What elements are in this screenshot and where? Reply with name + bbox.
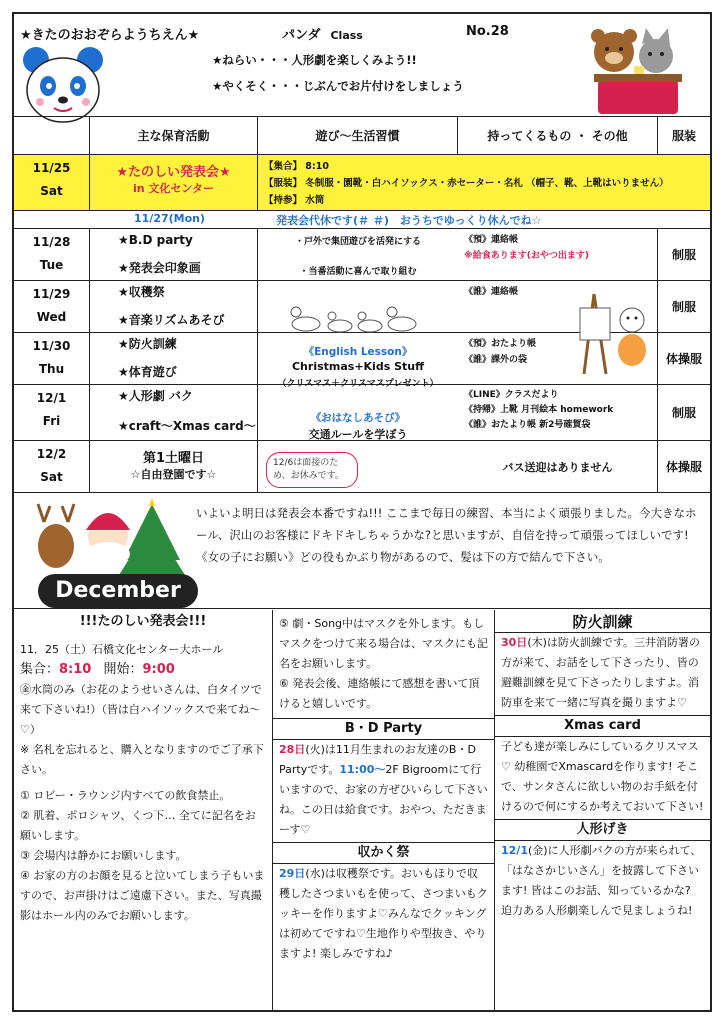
day-activity: ★収穫祭	[118, 285, 165, 299]
harvest-text: 29日(水)は収穫祭です。おいもほりで収穫したさつまいもを使って、さつまいもクッキーを作りますよ♡みんなでクッキングは初めてですね♡生地作りや型抜き、やりますよ! 楽しみですね♪	[279, 867, 488, 960]
recital-title: !!!たのしい発表会!!!	[79, 614, 207, 629]
day-activity: ★音楽リズムあそび	[118, 313, 225, 327]
holiday-row	[14, 210, 710, 228]
day-activity: ★人形劇 バク	[118, 389, 193, 403]
event-venue: in 文化センター	[133, 182, 214, 195]
day-bring: 《預》連絡帳	[464, 235, 519, 245]
header-uniform: 服装	[671, 129, 696, 143]
day-bring: 《誰》おたより帳 新2号確賀袋	[464, 420, 591, 430]
day-uniform: 制服	[671, 405, 696, 420]
ducks-illustration	[288, 298, 428, 334]
event-title: ★たのしい発表会★	[116, 165, 231, 180]
day-date: 12/2	[36, 447, 67, 461]
recital-caution: ※ 名札を忘れると、購入となりますのでご了承下さい。	[20, 743, 264, 776]
painter-illustration	[574, 284, 654, 380]
promise-text: ★やくそく・・・じぶんでお片付けをしましょう	[212, 79, 464, 93]
day-date: 11/29	[32, 287, 71, 301]
day-bring: 《LINE》クラスだより	[464, 390, 559, 400]
bd-party-title: B・D Party	[344, 721, 423, 736]
event-row	[14, 154, 710, 210]
story-play-topic: 交通ルールを学ぼう	[308, 428, 408, 441]
table-header-row	[14, 116, 710, 154]
class-title	[282, 24, 363, 43]
xmas-card-title: Xmas card	[564, 718, 641, 733]
english-lesson-title: 《English Lesson》	[303, 346, 413, 358]
day-activity: 第1土曜日	[142, 451, 205, 466]
class-en: Class	[330, 29, 363, 42]
day-bring: 《誰》連絡帳	[464, 287, 519, 297]
header-play: 遊び～生活習慣	[258, 117, 458, 154]
day-uniform: 体操服	[665, 351, 702, 366]
right-section	[494, 610, 710, 1012]
december-message: いよいよ明日は発表会本番ですね!!! ここまで毎日の練習、本当によく頑張りました。今大きなホール、沢山のお客様にドキドキしちゃうかな?と思いますが、自信を持って頑張ってほしいです! 《女の子にお願い》どの役もかぶり物があるので、髪は下の方で結んで下さい。	[196, 506, 697, 564]
recital-rule: ③ 会場内は静かにお願いします。	[20, 849, 187, 862]
issue-number: No.28	[466, 24, 509, 39]
december-label: December	[38, 574, 198, 608]
event-date: 11/25	[32, 161, 71, 175]
day-activity: ☆自由登園です☆	[130, 468, 217, 481]
english-lesson-topic: Christmas+Kids Stuff	[291, 360, 425, 373]
day-weekday: Wed	[36, 310, 67, 324]
aim-text: ★ねらい・・・人形劇を楽しくみよう!!	[212, 53, 417, 67]
header-bring: 持ってくるもの ・ その他	[458, 117, 658, 154]
day-bring-note: ※給食あります(おやつ出ます)	[464, 251, 589, 261]
middle-section	[272, 610, 494, 1012]
story-play-title: 《おはなしあそび》	[310, 412, 406, 424]
day-date: 11/30	[32, 339, 71, 353]
bear-cat-kotatsu-illustration	[574, 22, 692, 118]
class-name: パンダ	[282, 28, 321, 43]
recital-rule: ① ロビー・ラウンジ内すべての飲食禁止。	[20, 789, 231, 802]
day-bring: バス送迎はありません	[458, 441, 658, 492]
recital-section	[14, 610, 272, 1012]
puppet-show-text: 12/1(金)に人形劇バクの方が来られて、「はなさかじいさん」を披露して下さいます! 皆はこのお話、知っているかな? 迫力ある人形劇楽しんで見ましょうね!	[501, 844, 702, 917]
harvest-title: 収かく祭	[357, 845, 410, 860]
day-date: 12/1	[36, 391, 67, 405]
day-bring: 《誰》課外の袋	[464, 355, 528, 365]
recital-venue: 11．25（土）石橋文化センター大ホール	[20, 643, 224, 656]
header-activity: 主な保育活動	[90, 117, 258, 154]
play-line: ・戸外で集団遊びを活発にする	[294, 237, 421, 247]
day-activity: ★体育遊び	[118, 365, 177, 379]
day-activity: ★craft～Xmas card～	[118, 419, 256, 433]
day-date: 11/28	[32, 235, 71, 249]
event-bring: 【持参】 水筒	[264, 195, 325, 206]
day-uniform: 制服	[671, 247, 696, 262]
day-bring: 《預》おたより帳	[464, 339, 537, 349]
recital-bring: ㊎水筒のみ（お花のようせいさんは、白タイツで来て下さいね!）（皆は白ハイソックスで来てね～♡）	[20, 683, 262, 736]
day-bring: 《持帰》上靴 月刊絵本 homework	[464, 405, 614, 415]
day-weekday: Sat	[40, 470, 63, 484]
note-bubble: 12/6は面接のため、お休みです。	[266, 452, 358, 488]
day-uniform: 制服	[671, 299, 696, 314]
day-activity: ★発表会印象画	[118, 261, 201, 275]
bd-party-text: 28日(火)は11月生まれのお友達のB・D Partyです。11:00～2F Bigroomにて行いますので、お家の方ぜひいらして下さいね。この日は給食です。おやつ、ただきまーす♡	[279, 743, 488, 836]
fire-drill-text: 30日(木)は防火訓練です。三井消防署の方が来て、お話をして下さったり、皆の避難訓練を見て下さったりしますよ。消防車を来て一緒に写真を撮りますよ♡	[501, 636, 701, 709]
day-weekday: Thu	[38, 362, 65, 376]
recital-times: 集合：8:10 開始：9:00	[20, 662, 175, 677]
fire-drill-title: 防火訓練	[572, 613, 633, 631]
xmas-card-text: 子ども達が楽しみにしているクリスマス♡ 幼稚園でXmascardを作ります! そこで、サンタさんに欲しい物のお手紙を付けるので何にするか考えておいて下さい!	[501, 740, 704, 813]
puppet-show-title: 人形げき	[576, 822, 629, 837]
event-day: Sat	[40, 184, 63, 198]
newsletter-page	[12, 12, 712, 1012]
day-weekday: Fri	[42, 414, 61, 428]
day-weekday: Tue	[39, 258, 64, 272]
day-activity: ★防火訓練	[118, 337, 177, 351]
recital-rule: ② 肌着、ポロシャツ、くつ下… 全てに記名をお願いします。	[20, 809, 256, 842]
day-uniform: 体操服	[665, 459, 702, 474]
english-lesson-sub: （クリスマス＋クリスマスプレゼント）	[277, 379, 439, 389]
recital-rule: ④ お家の方のお顔を見ると泣いてしまう子もいますので、お声掛けはご遠慮下さい。また、写真撮影はホール内のみでお願いします。	[20, 869, 265, 922]
holiday-text: 発表会代休です(＃ ＃) おうちでゆっくり休んでね☆	[276, 214, 542, 227]
recital-rule: ⑤ 劇・Song中はマスクを外します。もしマスクをつけて来る場合は、マスクにも記名をお願いします。	[279, 617, 488, 670]
event-gather: 【集合】 8:10	[264, 161, 329, 172]
day-activity: ★B.D party	[118, 233, 193, 247]
school-name: ★きたのおおぞらようちえん★	[20, 28, 200, 43]
holiday-date: 11/27(Mon)	[134, 212, 206, 225]
event-clothes: 【服装】 冬制服・園靴・白ハイソックス・赤セーター・名札 （帽子、靴、上靴はいりません）	[264, 178, 669, 189]
play-line: ・当番活動に喜んで取り組む	[299, 267, 417, 277]
recital-rule: ⑥ 発表会後、連絡帳にて感想を書いて頂けると嬉しいです。	[279, 677, 480, 710]
